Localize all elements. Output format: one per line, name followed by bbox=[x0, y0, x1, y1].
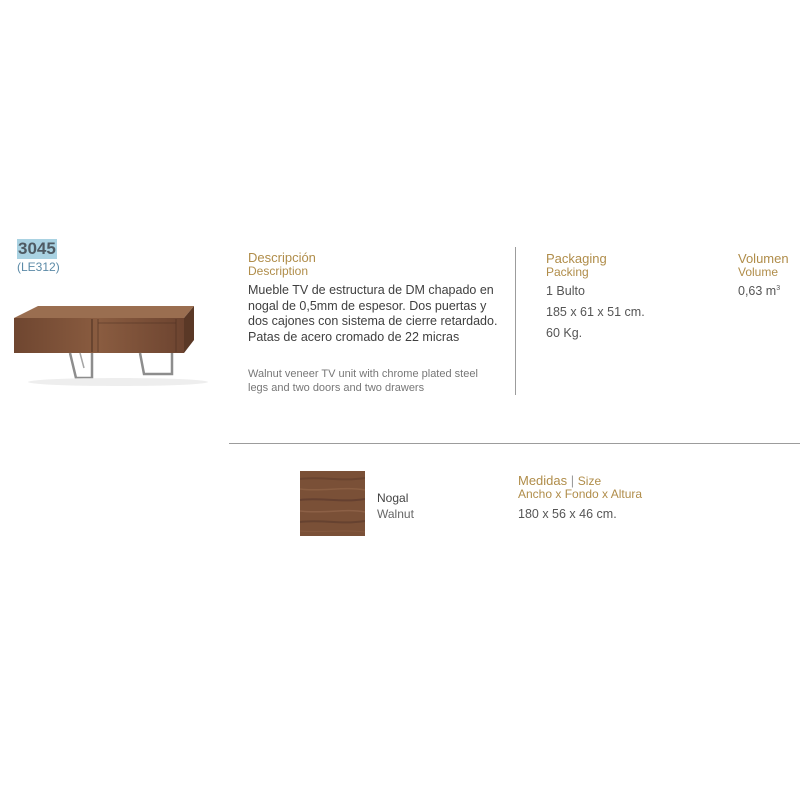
measures-heading-es: Medidas bbox=[518, 473, 568, 488]
volume-unit-exponent: 3 bbox=[776, 284, 781, 292]
measures-heading bbox=[518, 473, 601, 488]
product-image bbox=[8, 300, 218, 400]
packaging-dimensions: 185 x 61 x 51 cm. bbox=[546, 305, 645, 319]
description-heading-en: Description bbox=[248, 264, 309, 278]
measures-dimensions: 180 x 56 x 46 cm. bbox=[518, 507, 617, 521]
section-divider bbox=[229, 443, 800, 444]
description-text-en: Walnut veneer TV unit with chrome plated steel legs and two doors and two drawers bbox=[248, 368, 478, 394]
volume-number: 0,63 m bbox=[738, 284, 777, 298]
volume-value bbox=[738, 284, 780, 298]
measures-separator: | bbox=[570, 473, 575, 488]
product-code: 3045 bbox=[18, 239, 56, 258]
measures-axes: Ancho x Fondo x Altura bbox=[518, 487, 643, 501]
measures-heading-en: Size bbox=[577, 474, 602, 488]
volume-heading-en: Volume bbox=[738, 265, 779, 279]
description-heading: Descripción bbox=[248, 250, 316, 265]
packaging-heading-en: Packing bbox=[546, 265, 589, 279]
column-divider bbox=[515, 247, 516, 395]
packaging-weight: 60 Kg. bbox=[546, 326, 583, 340]
finish-name-es: Nogal bbox=[377, 491, 409, 505]
description-text-es: Mueble TV de estructura de DM chapado en nogal de 0,5mm de espesor. Dos puertas y dos cajones con sistema de cierre retardado. Patas de acero cromado de 22 micras bbox=[248, 283, 498, 344]
packaging-heading: Packaging bbox=[546, 251, 607, 266]
finish-name-en: Walnut bbox=[377, 507, 414, 521]
volume-heading: Volumen bbox=[738, 251, 789, 266]
walnut-swatch bbox=[300, 471, 365, 536]
product-reference: (LE312) bbox=[17, 260, 60, 274]
packaging-bultos: 1 Bulto bbox=[546, 284, 585, 298]
